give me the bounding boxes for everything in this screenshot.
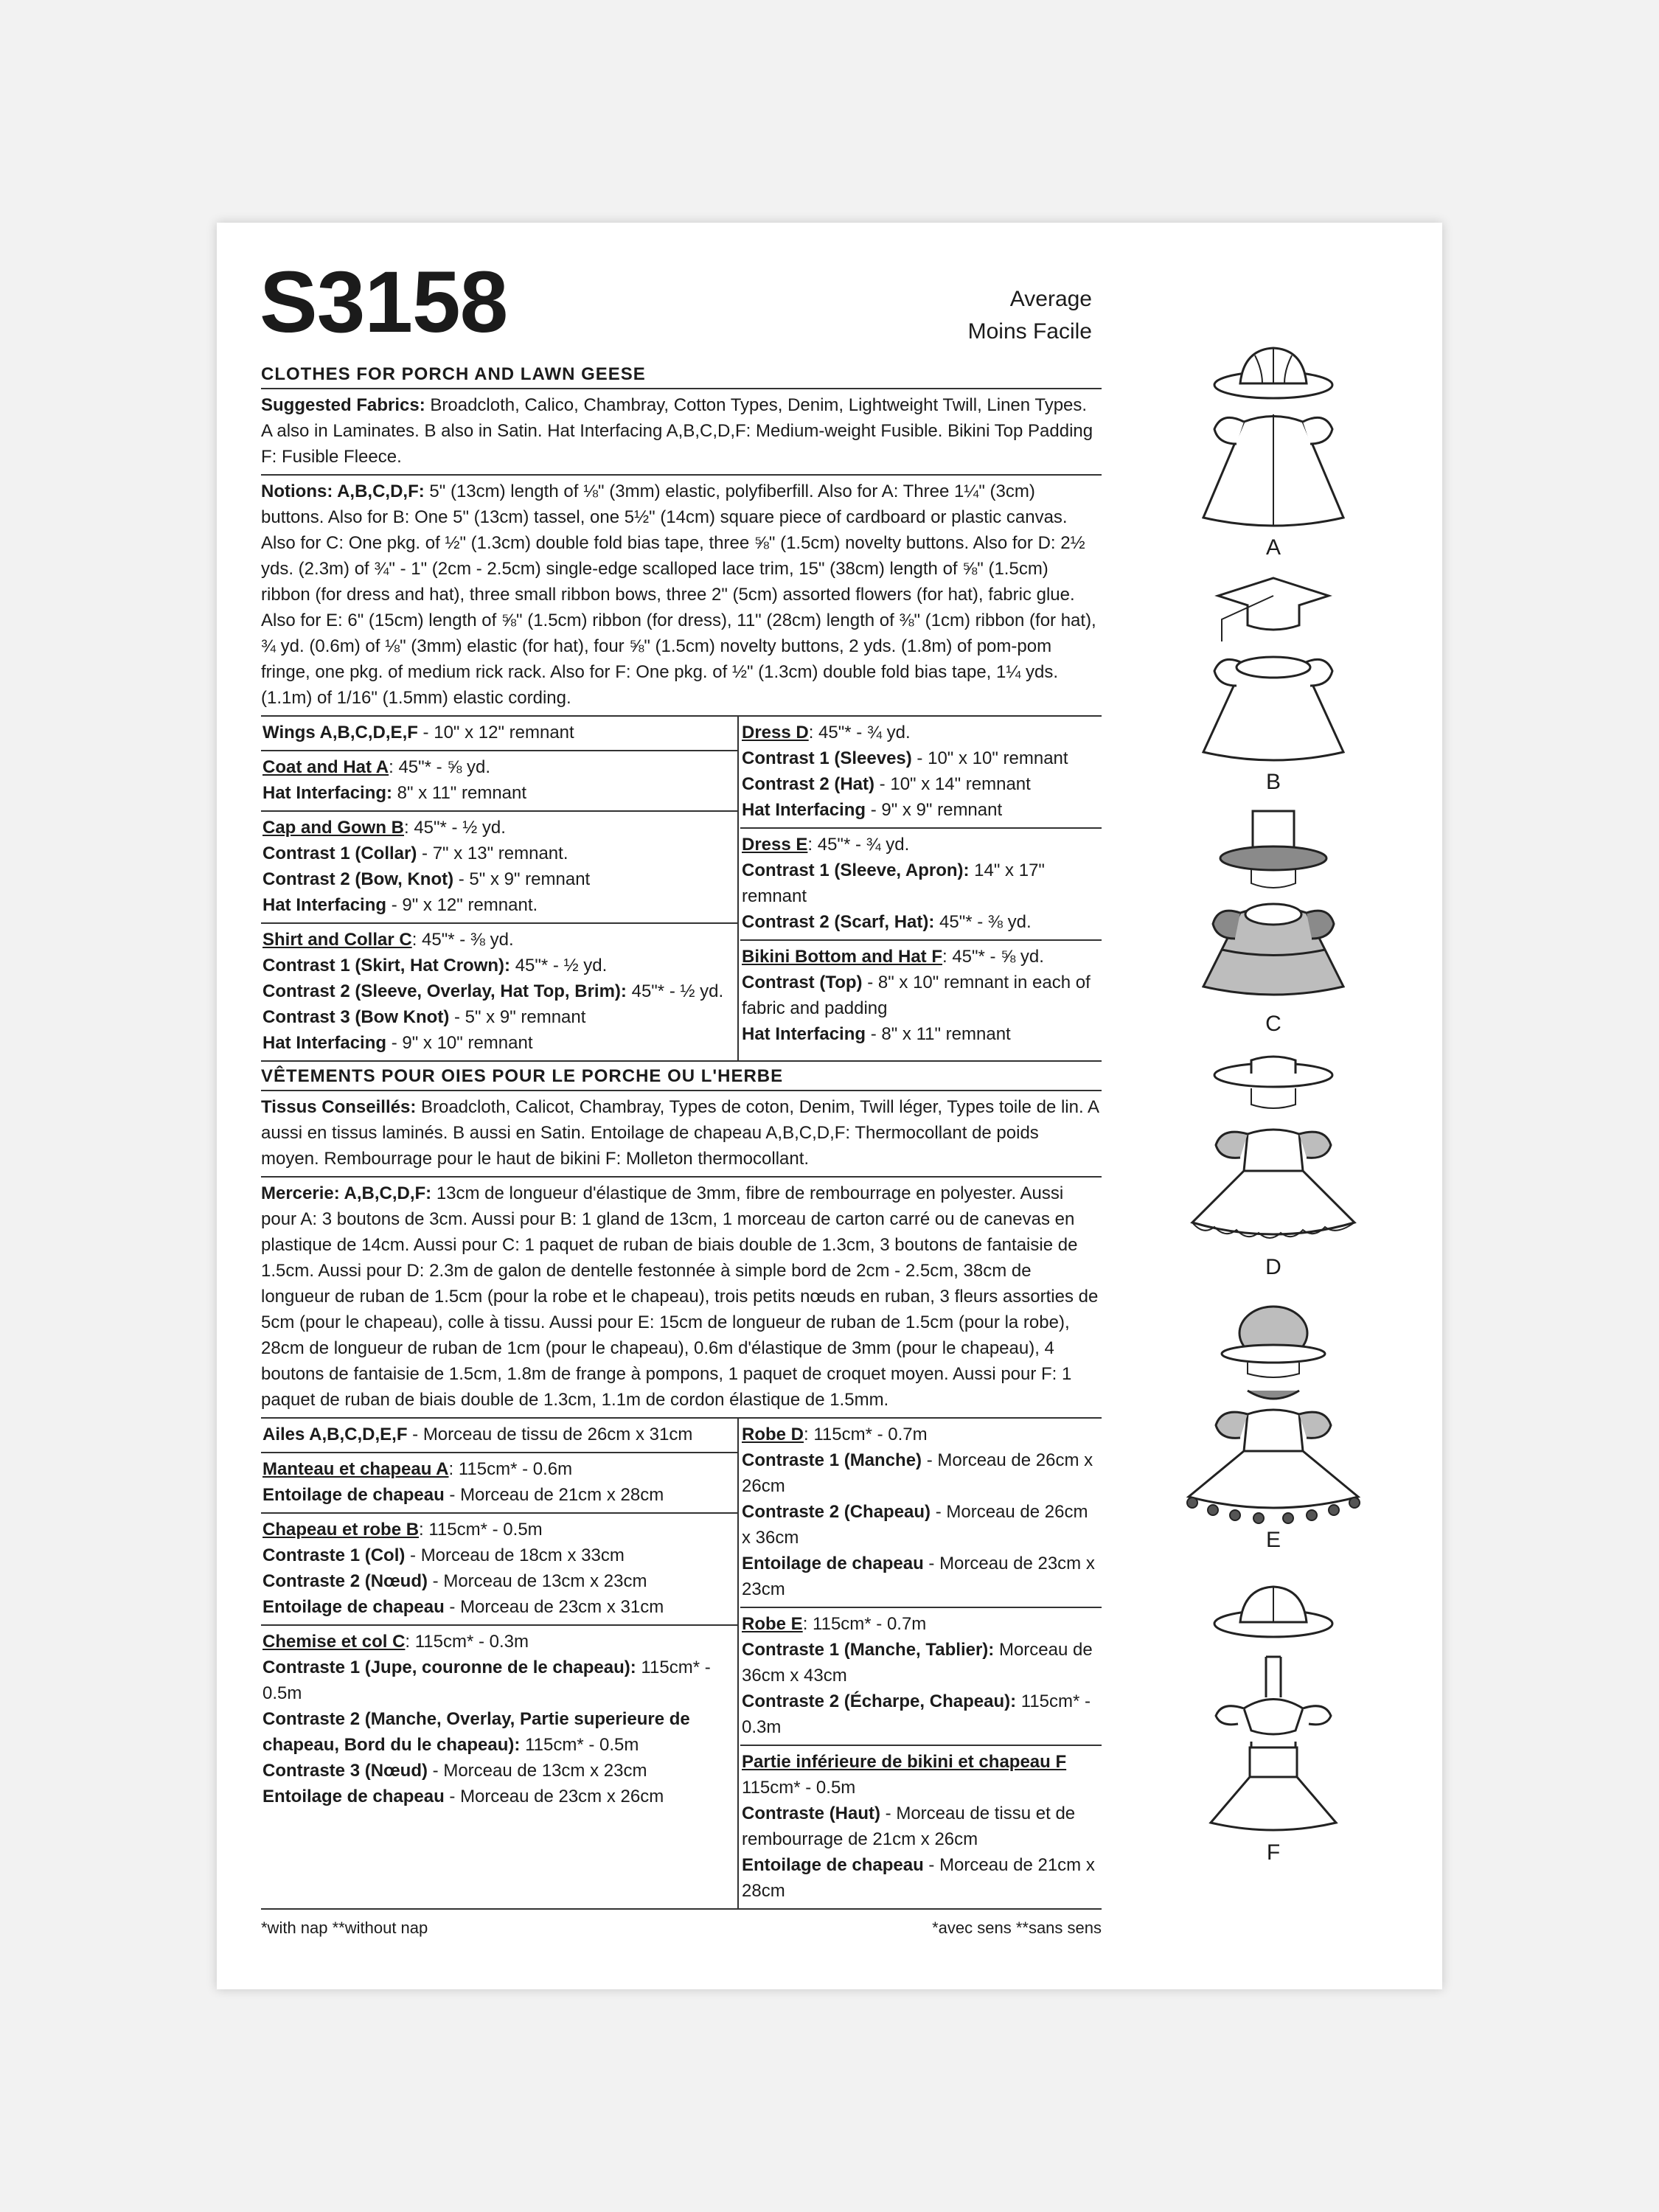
yardage-cell <box>261 924 737 1060</box>
yardage-label: Hat Interfacing: <box>262 783 393 803</box>
yardage-line <box>262 1655 737 1706</box>
view-e <box>1122 1304 1425 1553</box>
yardage-label: Hat Interfacing <box>262 1033 387 1053</box>
view-heading: Chapeau et robe B <box>262 1520 420 1540</box>
view-b-label: B <box>1265 770 1281 794</box>
yardage-label: Contrast (Top) <box>742 973 863 992</box>
yardage-value: - Morceau de 23cm x 31cm <box>444 1597 664 1617</box>
yardage-cell <box>261 1453 737 1514</box>
yardage-cell <box>261 717 737 751</box>
yardage-line <box>742 1637 1102 1688</box>
yardage-label: Contraste 2 (Manche, Overlay, Partie superieure de chapeau, Bord du le chapeau): <box>262 1709 690 1755</box>
view-main-yardage: : 115cm* - 0.7m <box>802 1614 927 1634</box>
view-heading: Dress E <box>742 835 808 855</box>
yardage-value: - 8" x 11" remnant <box>866 1024 1011 1044</box>
yardage-line <box>742 1775 1102 1801</box>
yardage-line <box>262 1482 737 1508</box>
yardage-label: Entoilage de chapeau <box>262 1597 445 1617</box>
yardage-line <box>262 841 737 866</box>
english-title: CLOTHES FOR PORCH AND LAWN GEESE <box>261 360 1102 389</box>
view-heading: Partie inférieure de bikini et chapeau F <box>742 1752 1067 1772</box>
view-a-label: A <box>1265 535 1281 560</box>
yardage-cell <box>740 1746 1102 1908</box>
view-main-yardage: : 115cm* - 0.5m <box>419 1520 543 1540</box>
yardage-line <box>742 771 1102 797</box>
view-main-yardage: : 45"* - ⅜ yd. <box>411 930 514 950</box>
yardage-label: Entoilage de chapeau <box>742 1554 924 1573</box>
yardage-value: - 10" x 10" remnant <box>911 748 1068 768</box>
view-heading: Manteau et chapeau A <box>262 1459 449 1479</box>
view-heading: Coat and Hat A <box>262 757 389 777</box>
view-c <box>1122 810 1425 1037</box>
yardage-label: Wings A,B,C,D,E,F <box>262 723 418 742</box>
yardage-line <box>262 1422 737 1447</box>
yardage-label: Hat Interfacing <box>742 800 866 820</box>
yardage-value: - 10" x 14" remnant <box>874 774 1031 794</box>
view-d <box>1122 1053 1425 1280</box>
view-a-illustration <box>1192 341 1354 532</box>
yardage-line <box>742 1551 1102 1602</box>
yardage-cell <box>740 1608 1102 1746</box>
english-notions: Notions: A,B,C,D,F: 5" (13cm) length of ⅛" (3mm) elastic, polyfiberfill. Also for A: Three 1¼" (3cm) buttons. Also for B: One 5" (13cm) tassel, one 5½" (14cm) square piece of cardboard or plastic canvas. Also for C: One pkg. of ½" (1.3cm) double fold bias tape, three ⅝" (1.5cm) novelty buttons. Also for D: 2½ yds. (2.3m) of ¾" - 1" (2cm - 2.5cm) single-edge scalloped lace trim, 15" (38cm) length of ⅝" (1.5cm) ribbon (for dress and hat), three small ribbon bows, three 2" (5cm) assorted flowers (for hat), fabric glue. Also for E: 6" (15cm) length of ⅝" (1.5cm) ribbon (for dress), 11" (28cm) length of ⅜" (1cm) ribbon (for hat), ¾ yd. (0.6m) of ⅛" (3mm) elastic (for hat), four ⅝" (1.5cm) novelty buttons, 2 yds. (1.8m) of pom-pom fringe, one pkg. of medium rick rack. Also for F: One pkg. of ½" (1.3cm) double fold bias tape, 1¼ yds. (1.1m) of 1/16" (1.5mm) elastic cording. <box>261 476 1102 717</box>
yardage-value: - Morceau de tissu et de rembourrage de 21cm x 26cm <box>742 1804 1076 1849</box>
view-d-illustration <box>1185 1053 1362 1252</box>
yardage-line <box>262 1706 737 1758</box>
yardage-label: Contraste 1 (Manche) <box>742 1450 922 1470</box>
view-heading: Bikini Bottom and Hat F <box>742 947 942 967</box>
yardage-line <box>262 978 737 1004</box>
yardage-value: Morceau de 36cm x 43cm <box>742 1640 1093 1686</box>
yardage-value: - Morceau de 13cm x 23cm <box>428 1571 647 1591</box>
view-main-yardage: : 45"* - ¾ yd. <box>808 723 911 742</box>
french-notions: Mercerie: A,B,C,D,F: 13cm de longueur d'élastique de 3mm, fibre de rembourrage en polyester. Aussi pour A: 3 boutons de 3cm. Aussi pour B: 1 gland de 13cm, 1 morceau de carton carré ou de canevas en plastique de 14cm. Aussi pour C: 1 paquet de ruban de biais double de 1.3cm, 3 boutons de fantaisie de 1.5cm. Aussi pour D: 2.3m de galon de dentelle festonnée à simple bord de 2cm - 2.5cm, 38cm de longueur de ruban de 1.5cm (pour la robe et le chapeau), trois petits nœuds en ruban, 3 fleurs assorties de 5cm (pour le chapeau), colle à tissu. Aussi pour E: 15cm de longueur de ruban de 1.5cm (pour la robe), 28cm de longueur de ruban de 1cm (pour le chapeau), 0.6m d'élastique de 3mm (pour le chapeau), 4 boutons de fantaisie de 1.5cm, 1.8m de frange à pompons, 1 paquet de croquet moyen. Aussi pour F: 1 paquet de ruban de biais double de 1.3cm, 1.1m de cordon élastique de 1.5mm. <box>261 1178 1102 1419</box>
view-d-label: D <box>1265 1255 1281 1279</box>
yardage-label: Hat Interfacing <box>742 1024 866 1044</box>
yardage-value: - 9" x 9" remnant <box>866 800 1003 820</box>
yardage-value: - 7" x 13" remnant. <box>417 844 568 863</box>
yardage-content <box>261 360 1102 1910</box>
yardage-line <box>742 1499 1102 1551</box>
yardage-cell <box>740 941 1102 1051</box>
yardage-label: Contraste 1 (Col) <box>262 1545 406 1565</box>
difficulty-en: Average <box>1009 287 1092 311</box>
yardage-label: Contrast 2 (Sleeve, Overlay, Hat Top, Brim): <box>262 981 627 1001</box>
yardage-label: Contraste 2 (Nœud) <box>262 1571 428 1591</box>
view-b <box>1122 575 1425 795</box>
yardage-line <box>262 1758 737 1784</box>
yardage-value: 115cm* - 0.5m <box>262 1658 711 1703</box>
difficulty-level <box>968 283 1092 348</box>
view-heading: Robe E <box>742 1614 803 1634</box>
yardage-label: Contrast 1 (Sleeves) <box>742 748 912 768</box>
yardage-cell <box>261 1419 737 1453</box>
yardage-cell <box>261 812 737 924</box>
yardage-value: - Morceau de tissu de 26cm x 31cm <box>407 1425 693 1444</box>
yardage-label: Contrast 2 (Bow, Knot) <box>262 869 454 889</box>
view-f-label: F <box>1266 1840 1281 1865</box>
english-fabrics: Suggested Fabrics: Broadcloth, Calico, Chambray, Cotton Types, Denim, Lightweight Twill, Linen Types. A also in Laminates. B also in Satin. Hat Interfacing A,B,C,D,F: Medium-weight Fusible. Bikini Top Padding F: Fusible Fleece. <box>261 389 1102 476</box>
yardage-value: - Morceau de 23cm x 23cm <box>742 1554 1095 1599</box>
yardage-label: Entoilage de chapeau <box>262 1787 445 1806</box>
yardage-line <box>262 866 737 892</box>
yardage-value: - 9" x 12" remnant. <box>386 895 538 915</box>
yardage-line <box>742 797 1102 823</box>
yardage-label: Ailes A,B,C,D,E,F <box>262 1425 408 1444</box>
garment-views <box>1122 341 1425 1904</box>
english-yardage-right <box>739 717 1102 1060</box>
yardage-line <box>262 1030 737 1056</box>
view-c-label: C <box>1265 1012 1281 1036</box>
yardage-line <box>262 1543 737 1568</box>
yardage-line <box>262 1594 737 1620</box>
pattern-envelope-back <box>217 223 1442 1989</box>
yardage-label: Contraste 3 (Nœud) <box>262 1761 428 1781</box>
yardage-label: Contrast 2 (Scarf, Hat): <box>742 912 935 932</box>
yardage-value: - 9" x 10" remnant <box>386 1033 533 1053</box>
yardage-cell <box>740 829 1102 941</box>
footnote-french: *avec sens **sans sens <box>932 1919 1102 1937</box>
view-c-illustration <box>1192 810 1354 1009</box>
yardage-label: Entoilage de chapeau <box>742 1855 924 1875</box>
yardage-value: 115cm* - 0.5m <box>520 1735 639 1755</box>
yardage-label: Contrast 3 (Bow Knot) <box>262 1007 450 1027</box>
yardage-label: Contraste 2 (Chapeau) <box>742 1502 931 1522</box>
yardage-line <box>262 953 737 978</box>
yardage-value: - Morceau de 23cm x 26cm <box>444 1787 664 1806</box>
yardage-line <box>742 970 1102 1021</box>
french-yardage-right <box>739 1419 1102 1908</box>
yardage-line <box>262 1004 737 1030</box>
view-heading: Robe D <box>742 1425 804 1444</box>
yardage-cell <box>261 1626 737 1814</box>
pattern-number: S3158 <box>260 254 508 351</box>
view-heading: Shirt and Collar C <box>262 930 412 950</box>
yardage-value: 115cm* - 0.5m <box>742 1778 856 1798</box>
yardage-label: Contrast 1 (Sleeve, Apron): <box>742 860 970 880</box>
french-title: VÊTEMENTS POUR OIES POUR LE PORCHE OU L'HERBE <box>261 1062 1102 1091</box>
yardage-value: 14" x 17" remnant <box>742 860 1045 906</box>
view-main-yardage: : 115cm* - 0.6m <box>448 1459 573 1479</box>
yardage-value: - Morceau de 26cm x 26cm <box>742 1450 1093 1496</box>
yardage-line <box>742 1801 1102 1852</box>
french-yardage-left <box>261 1419 739 1908</box>
yardage-value: 45"* - ½ yd. <box>510 956 608 975</box>
yardage-label: Contrast 2 (Hat) <box>742 774 875 794</box>
view-heading: Dress D <box>742 723 809 742</box>
view-a <box>1122 341 1425 560</box>
yardage-cell <box>261 751 737 812</box>
yardage-line <box>742 1852 1102 1904</box>
view-f <box>1122 1579 1425 1865</box>
yardage-cell <box>261 1514 737 1626</box>
yardage-label: Contrast 1 (Skirt, Hat Crown): <box>262 956 511 975</box>
yardage-value: - Morceau de 21cm x 28cm <box>444 1485 664 1505</box>
yardage-value: - Morceau de 26cm x 36cm <box>742 1502 1088 1548</box>
yardage-label: Contrast 1 (Collar) <box>262 844 417 863</box>
yardage-label: Contraste 2 (Écharpe, Chapeau): <box>742 1691 1017 1711</box>
view-main-yardage: : 45"* - ½ yd. <box>404 818 506 838</box>
yardage-value: 45"* - ½ yd. <box>626 981 724 1001</box>
yardage-line <box>742 909 1102 935</box>
footnote-english: *with nap **without nap <box>261 1919 428 1937</box>
view-main-yardage: : 45"* - ¾ yd. <box>807 835 910 855</box>
yardage-value: - Morceau de 21cm x 28cm <box>742 1855 1095 1901</box>
yardage-value: - Morceau de 13cm x 23cm <box>428 1761 647 1781</box>
yardage-label: Hat Interfacing <box>262 895 387 915</box>
english-yardage-left <box>261 717 739 1060</box>
view-main-yardage: : 115cm* - 0.3m <box>405 1632 529 1652</box>
view-main-yardage: : 45"* - ⅝ yd. <box>942 947 1044 967</box>
difficulty-fr: Moins Facile <box>967 319 1092 344</box>
yardage-value: - Morceau de 18cm x 33cm <box>405 1545 625 1565</box>
view-heading: Cap and Gown B <box>262 818 404 838</box>
yardage-label: Entoilage de chapeau <box>262 1485 445 1505</box>
view-b-illustration <box>1192 575 1354 767</box>
yardage-value: 45"* - ⅜ yd. <box>934 912 1032 932</box>
yardage-line <box>262 1784 737 1809</box>
yardage-label: Contraste 1 (Jupe, couronne de le chapeau): <box>262 1658 636 1677</box>
yardage-line <box>742 1688 1102 1740</box>
yardage-label: Contraste (Haut) <box>742 1804 881 1823</box>
yardage-value: - 5" x 9" remnant <box>449 1007 586 1027</box>
view-e-label: E <box>1265 1528 1281 1552</box>
english-yardage-table <box>261 717 1102 1062</box>
yardage-cell <box>740 1419 1102 1608</box>
yardage-line <box>262 892 737 918</box>
yardage-value: - 10" x 12" remnant <box>417 723 574 742</box>
yardage-value: - 8" x 10" remnant in each of fabric and padding <box>742 973 1091 1018</box>
yardage-label: Contraste 1 (Manche, Tablier): <box>742 1640 995 1660</box>
yardage-line <box>742 745 1102 771</box>
yardage-line <box>262 720 737 745</box>
yardage-cell <box>740 717 1102 829</box>
yardage-line <box>742 1447 1102 1499</box>
french-yardage-table <box>261 1419 1102 1910</box>
yardage-value: - 5" x 9" remnant <box>453 869 591 889</box>
view-main-yardage: : 45"* - ⅝ yd. <box>389 757 491 777</box>
yardage-value: 8" x 11" remnant <box>392 783 527 803</box>
view-main-yardage: : 115cm* - 0.7m <box>804 1425 928 1444</box>
yardage-line <box>742 858 1102 909</box>
yardage-line <box>262 780 737 806</box>
french-fabrics: Tissus Conseillés: Broadcloth, Calicot, Chambray, Types de coton, Denim, Twill léger, Types toile de lin. A aussi en tissus laminés. B aussi en Satin. Entoilage de chapeau A,B,C,D,F: Thermocollant de poids moyen. Rembourrage pour le haut de bikini F: Molleton thermocollant. <box>261 1091 1102 1178</box>
yardage-line <box>262 1568 737 1594</box>
view-heading: Chemise et col C <box>262 1632 406 1652</box>
view-e-illustration <box>1178 1304 1369 1525</box>
yardage-value: 115cm* - 0.3m <box>742 1691 1091 1737</box>
view-f-illustration <box>1192 1579 1354 1837</box>
yardage-line <box>742 1021 1102 1047</box>
